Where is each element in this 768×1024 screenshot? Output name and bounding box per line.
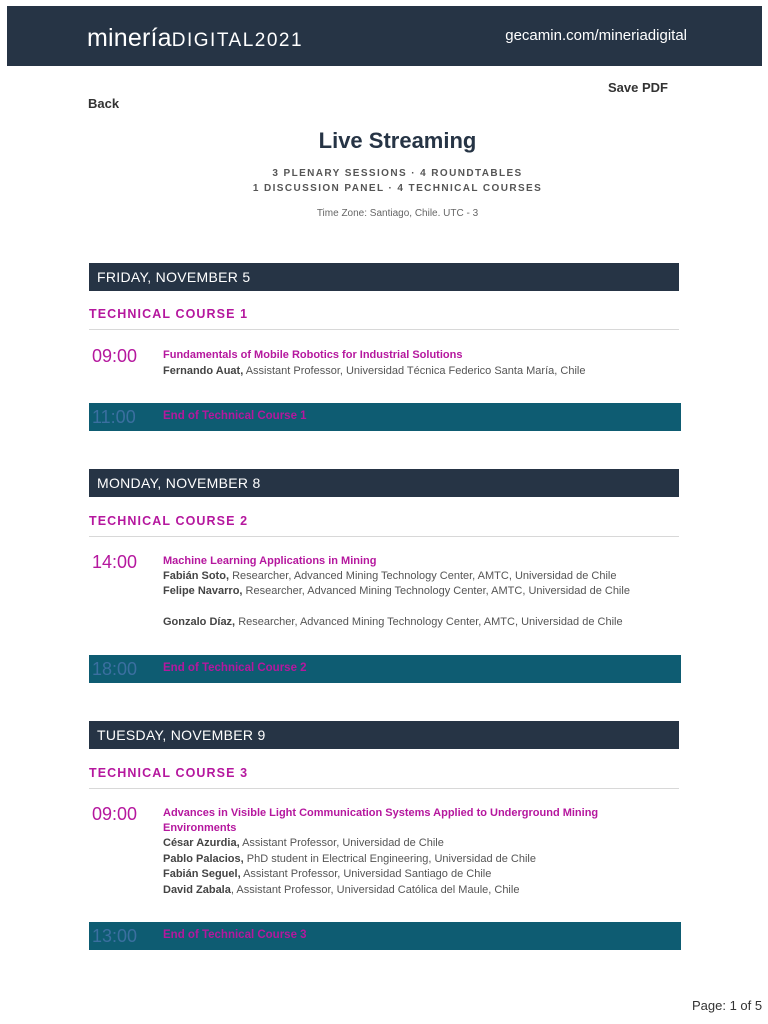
speaker-role: Assistant Professor, Universidad Santiago de Chile [243, 868, 492, 880]
speaker [163, 867, 643, 882]
session-title[interactable]: Machine Learning Applications in Mining [163, 555, 377, 567]
speaker-name: Fabián Soto, [163, 570, 229, 582]
speaker-role: Researcher, Advanced Mining Technology Center, AMTC, Universidad de Chile [238, 616, 623, 628]
day-label: MONDAY, NOVEMBER 8 [97, 475, 261, 491]
day-header [89, 469, 679, 497]
page-title: Live Streaming [318, 128, 477, 153]
event-summary-line-1: 3 PLENARY SESSIONS · 4 ROUNDTABLES [272, 168, 523, 179]
speaker-name: Fernando Auat, [163, 365, 244, 377]
event-logo [87, 24, 303, 53]
site-link[interactable]: gecamin.com/mineriadigital [505, 27, 687, 44]
speaker-name: David Zabala [163, 884, 231, 896]
session-title[interactable]: Fundamentals of Mobile Robotics for Industrial Solutions [163, 349, 463, 361]
speaker [163, 364, 643, 379]
back-link[interactable]: Back [88, 96, 120, 111]
speaker-name: Pablo Palacios, [163, 853, 244, 865]
day-header [89, 263, 679, 291]
speaker [163, 569, 643, 584]
end-time: 18:00 [92, 659, 138, 679]
session-title[interactable]: Advances in Visible Light Communication Systems Applied to Underground Mining Environments [163, 807, 599, 834]
speaker [163, 883, 643, 898]
end-label: End of Technical Course 1 [163, 410, 307, 422]
divider [89, 329, 679, 330]
timezone-note: Time Zone: Santiago, Chile. UTC - 3 [316, 208, 479, 219]
speaker-role: , Assistant Professor, Universidad Católica del Maule, Chile [230, 884, 520, 896]
speaker-role: Researcher, Advanced Mining Technology Center, AMTC, Universidad de Chile [245, 585, 630, 597]
speaker-role: PhD student in Electrical Engineering, Universidad de Chile [246, 853, 536, 865]
speaker-role: Researcher, Advanced Mining Technology Center, AMTC, Universidad de Chile [232, 570, 617, 582]
end-bar [89, 403, 681, 431]
end-time: 13:00 [92, 926, 138, 946]
speaker [163, 836, 643, 851]
page-number: Page: 1 of 5 [692, 998, 763, 1013]
course-title: TECHNICAL COURSE 1 [89, 307, 249, 321]
day-header [89, 721, 679, 749]
speaker-name: Fabián Seguel, [163, 868, 241, 880]
end-bar [89, 922, 681, 950]
speaker-role: Assistant Professor, Universidad Técnica Federico Santa María, Chile [245, 365, 586, 377]
session-time: 14:00 [92, 552, 138, 572]
logo-bold: minería [87, 24, 172, 52]
speaker-name: Felipe Navarro, [163, 585, 243, 597]
day-label: TUESDAY, NOVEMBER 9 [97, 727, 266, 743]
save-pdf-button[interactable]: Save PDF [608, 80, 668, 95]
course-title: TECHNICAL COURSE 2 [89, 514, 249, 528]
course-title: TECHNICAL COURSE 3 [89, 766, 249, 780]
speaker [163, 584, 643, 599]
end-label: End of Technical Course 2 [163, 662, 307, 674]
event-summary-line-2: 1 DISCUSSION PANEL · 4 TECHNICAL COURSES [252, 183, 543, 194]
divider [89, 788, 679, 789]
speaker [163, 615, 643, 630]
speaker-role: Assistant Professor, Universidad de Chile [242, 837, 444, 849]
site-header [7, 6, 762, 66]
session-time: 09:00 [92, 804, 138, 824]
speaker [163, 852, 643, 867]
end-time: 11:00 [92, 407, 136, 427]
divider [89, 536, 679, 537]
day-label: FRIDAY, NOVEMBER 5 [97, 269, 251, 285]
speaker-name: César Azurdia, [163, 837, 240, 849]
end-bar [89, 655, 681, 683]
end-label: End of Technical Course 3 [163, 929, 307, 941]
speaker-name: Gonzalo Díaz, [163, 616, 236, 628]
logo-light: DIGITAL2021 [171, 30, 304, 51]
session-time: 09:00 [92, 346, 138, 366]
